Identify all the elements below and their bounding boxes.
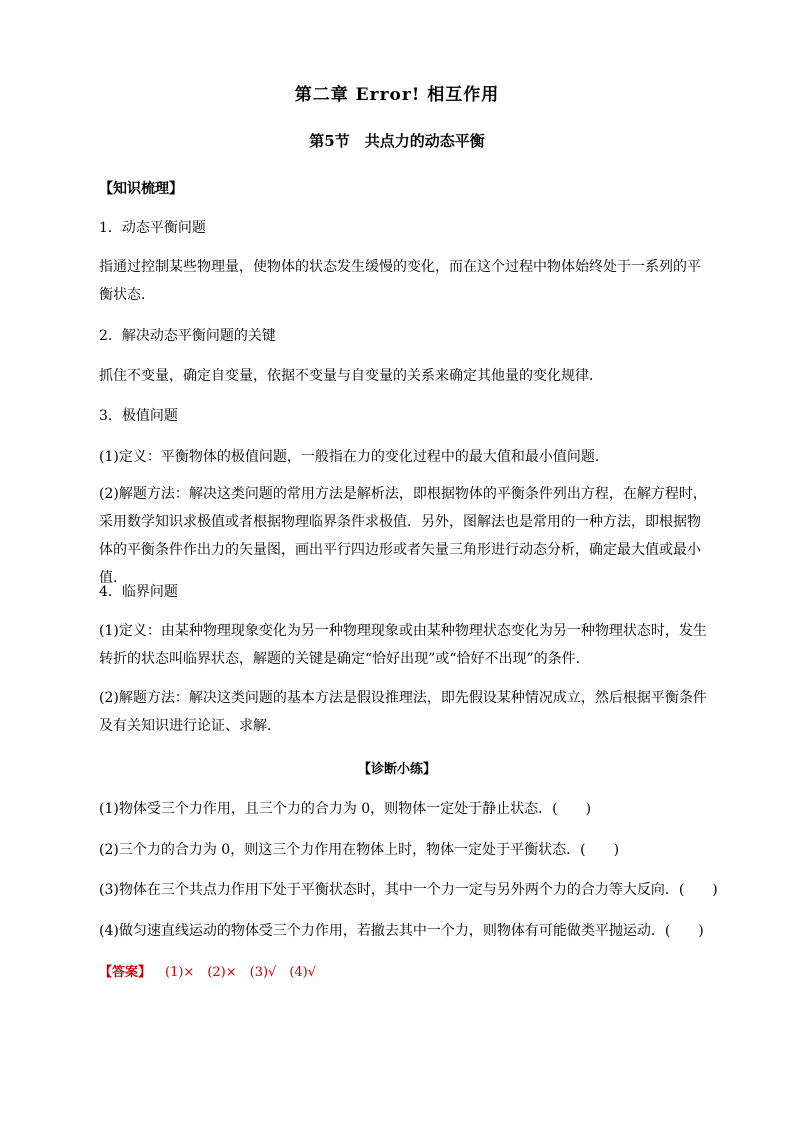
item3-definition: (1)定义：平衡物体的极值问题，一般指在力的变化过程中的最大值和最小值问题． bbox=[99, 449, 609, 465]
item3-method: (2)解题方法：解决这类问题的常用方法是解析法，即根据物体的平衡条件列出方程，在解方程时，采用数学知识求极值或者根据物理临界条件求极值．另外，图解法也是常用的一种方法，即根据物体的平衡条件作出力的矢量图，画出平行四边形或者矢量三角形进行动态分析，确定最大值或最小值． bbox=[99, 486, 707, 586]
item4-title: 4．临界问题 bbox=[99, 584, 178, 600]
item3-title: 3．极值问题 bbox=[99, 408, 178, 424]
diagnosis-question-4: (4)做匀速直线运动的物体受三个力作用，若撤去其中一个力，则物体有可能做类平抛运动．( ) bbox=[99, 923, 704, 939]
answer-line bbox=[99, 961, 316, 980]
answer-value: (1)× (2)× (3)√ (4)√ bbox=[165, 965, 317, 980]
item1-text: 指通过控制某些物理量，使物体的状态发生缓慢的变化，而在这个过程中物体始终处于一系列的平衡状态． bbox=[99, 259, 701, 303]
diagnosis-heading: 【诊断小练】 bbox=[357, 762, 436, 777]
chapter-title: 第二章 Error! 相互作用 bbox=[294, 85, 500, 105]
item2-title: 2．解决动态平衡问题的关键 bbox=[99, 328, 276, 344]
section-title: 第5节 共点力的动态平衡 bbox=[309, 132, 485, 150]
item1-title: 1．动态平衡问题 bbox=[99, 220, 206, 236]
answer-label: 【答案】 bbox=[99, 965, 152, 980]
item4-method: (2)解题方法：解决这类问题的基本方法是假设推理法，即先假设某种情况成立，然后根据平衡条件及有关知识进行论证、求解． bbox=[99, 690, 707, 734]
diagnosis-question-3: (3)物体在三个共点力作用下处于平衡状态时，其中一个力一定与另外两个力的合力等大反向．( ) bbox=[99, 882, 718, 898]
knowledge-heading: 【知识梳理】 bbox=[99, 181, 183, 197]
item2-text: 抓住不变量，确定自变量，依据不变量与自变量的关系来确定其他量的变化规律． bbox=[99, 368, 603, 384]
item4-definition: (1)定义：由某种物理现象变化为另一种物理现象或由某种物理状态变化为另一种物理状态时，发生转折的状态叫临界状态，解题的关键是确定“恰好出现”或“恰好不出现”的条件． bbox=[99, 623, 707, 667]
diagnosis-question-2: (2)三个力的合力为 0，则这三个力作用在物体上时，物体一定处于平衡状态．( ) bbox=[99, 842, 620, 858]
diagnosis-question-1: (1)物体受三个力作用，且三个力的合力为 0，则物体一定处于静止状态．( ) bbox=[99, 801, 592, 817]
